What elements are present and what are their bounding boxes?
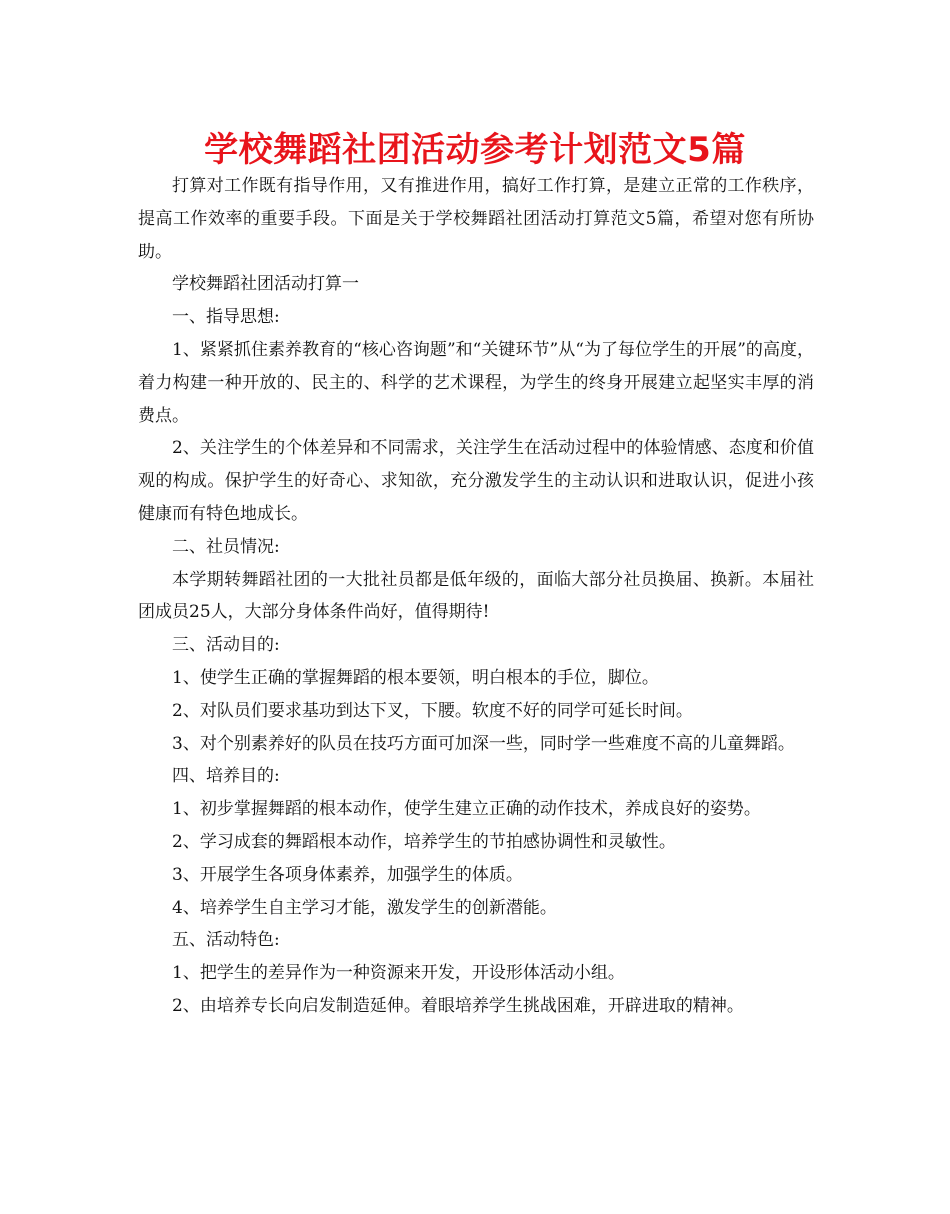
paragraph-feature-1: 1、把学生的差异作为一种资源来开发，开设形体活动小组。 (172, 963, 625, 984)
section-heading-activity-goals: 三、活动目的: (172, 635, 280, 656)
paragraph-activity-goal-2: 2、对队员们要求基功到达下叉，下腰。软度不好的同学可延长时间。 (172, 700, 693, 721)
document-title: 学校舞蹈社团活动参考计划范文5篇 (204, 130, 746, 170)
paragraph-training-goal-2: 2、学习成套的舞蹈根本动作，培养学生的节拍感协调性和灵敏性。 (172, 831, 676, 852)
paragraph-plan-heading: 学校舞蹈社团活动打算一 (172, 274, 359, 295)
section-heading-features: 五、活动特色: (172, 930, 280, 951)
paragraph-members: 本学期转舞蹈社团的一大批社员都是低年级的，面临大部分社员换届、换新。本届社团成员25人，大部分身体条件尚好，值得期待! (138, 569, 814, 623)
paragraph-activity-goal-1: 1、使学生正确的掌握舞蹈的根本要领，明白根本的手位，脚位。 (172, 667, 659, 688)
paragraph-guiding-2: 2、关注学生的个体差异和不同需求，关注学生在活动过程中的体验情感、态度和价值观的构成。保护学生的好奇心、求知欲，充分激发学生的主动认识和进取认识，促进小孩健康而有特色地成长。 (138, 438, 814, 524)
paragraph-training-goal-3: 3、开展学生各项身体素养，加强学生的体质。 (172, 864, 523, 885)
document-body (138, 170, 814, 1023)
paragraph-feature-2: 2、由培养专长向启发制造延伸。着眼培养学生挑战困难，开辟进取的精神。 (172, 995, 744, 1016)
paragraph-guiding-1: 1、紧紧抓住素养教育的“核心咨询题”和“关键环节”从“为了每位学生的开展”的高度，着力构建一种开放的、民主的、科学的艺术课程，为学生的终身开展建立起坚实丰厚的消费点。 (138, 339, 814, 426)
section-heading-guiding-ideas: 一、指导思想: (172, 307, 280, 328)
paragraph-intro: 打算对工作既有指导作用，又有推进作用，搞好工作打算，是建立正常的工作秩序，提高工作效率的重要手段。下面是关于学校舞蹈社团活动打算范文5篇，希望对您有所协助。 (138, 176, 814, 262)
paragraph-training-goal-1: 1、初步掌握舞蹈的根本动作，使学生建立正确的动作技术，养成良好的姿势。 (172, 799, 761, 820)
section-heading-members: 二、社员情况: (172, 536, 280, 557)
paragraph-training-goal-4: 4、培养学生自主学习才能，激发学生的创新潜能。 (172, 897, 557, 918)
section-heading-training-goals: 四、培养目的: (172, 766, 280, 787)
paragraph-activity-goal-3: 3、对个别素养好的队员在技巧方面可加深一些，同时学一些难度不高的儿童舞蹈。 (172, 733, 795, 754)
